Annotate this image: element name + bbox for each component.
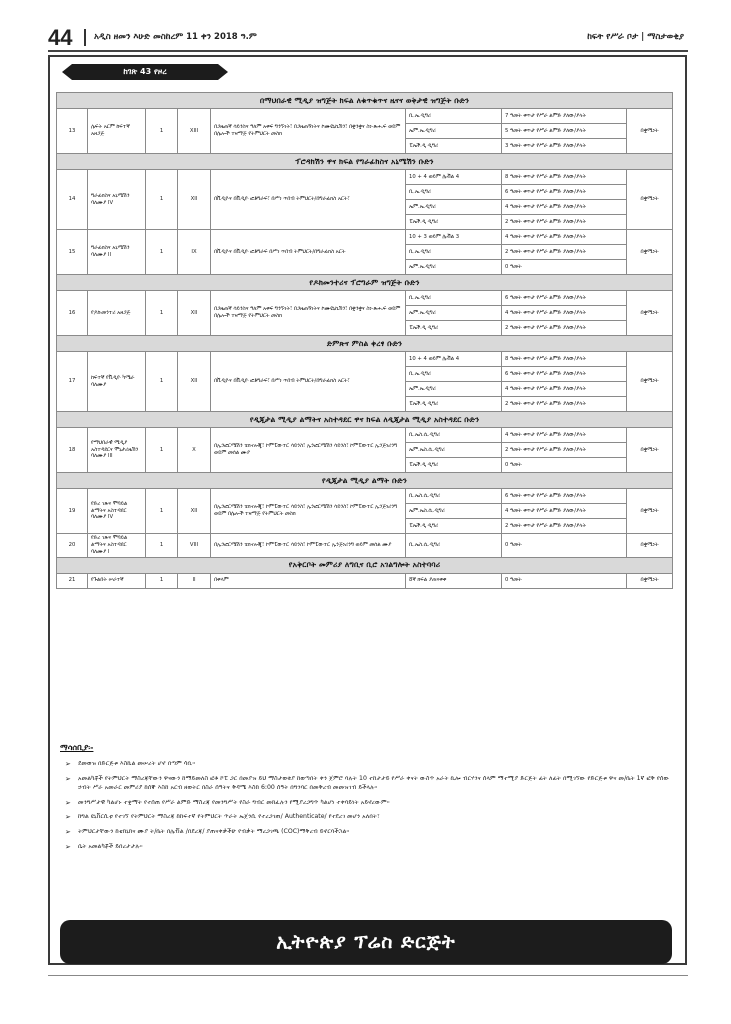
qualification: በኢንፎርሜሽን ቴክኖሎጂ፣ ኮምፒውተር ሳይንስ፣ ኮምፒውተር ኢንጅነሪንግ ወይም መሰል ሙያ — [211, 534, 406, 558]
job-row — [57, 428, 673, 443]
job-grade: XII — [178, 352, 211, 412]
experience-requirement: 6 ዓመት ቀጥታ የሥራ ልምድ ያለው/ያላት — [502, 367, 627, 382]
employment-type: በቋሚነት — [627, 352, 673, 412]
section-title: የዲጂታል ሚዲያ ልማትና አስተዳደር ዋና ክፍል ለዲጂታል ሚዲያ አስተዳደር ቡድን — [57, 412, 673, 428]
education-level: ኤም.ኤ.ዲግሪ — [406, 200, 502, 215]
education-level: ኤም.ኤስ.ሲ.ዲግሪ — [406, 443, 502, 458]
experience-requirement: 3 ዓመት ቀጥታ የሥራ ልምድ ያለው/ያላት — [502, 139, 627, 154]
notes-section — [60, 743, 680, 856]
job-number: 18 — [57, 428, 88, 473]
experience-requirement: 2 ዓመት ቀጥታ የሥራ ልምድ ያለው/ያላት — [502, 519, 627, 534]
arrow-bullet-icon: ➢ — [65, 828, 71, 837]
qualification: በቪዲዮና በቪዲዮ ፎቶግራፍ፣ በሥነ ጥበብ ትምህርት/በግራፊክስ አርት፣ — [211, 170, 406, 230]
employment-type: በቋሚነት — [627, 534, 673, 558]
experience-requirement: 0 ዓመት — [502, 458, 627, 473]
experience-requirement: 5 ዓመት ቀጥታ የሥራ ልምድ ያለው/ያላት — [502, 124, 627, 139]
experience-requirement: 2 ዓመት ቀጥታ የሥራ ልምድ ያለው/ያላት — [502, 321, 627, 336]
education-level: ቢ.ኤ.ዲግሪ — [406, 109, 502, 124]
experience-requirement: 2 ዓመት ቀጥታ የሥራ ልምድ ያለው/ያላት — [502, 245, 627, 260]
required-count: 1 — [146, 109, 178, 154]
section-header-row — [57, 336, 673, 352]
job-title: ሌፍት አርም ከፍተኛ አዘጋጅ — [88, 109, 146, 154]
note-text: ትምህርታቸውን ከቴክኒክና ሙያ ት/ቤት በሌቭል /በደረጃ/ ያጠናቀቃችሁ የብቃት ማረጋገጫ (COC)ማቅረብ ይኖርባችኋል። — [78, 828, 350, 836]
experience-requirement: 6 ዓመት ቀጥታ የሥራ ልምድ ያለው/ያላት — [502, 185, 627, 200]
job-number: 19 — [57, 489, 88, 534]
required-count: 1 — [146, 489, 178, 534]
experience-requirement: 0 ዓመት — [502, 260, 627, 275]
job-number: 15 — [57, 230, 88, 275]
section-title: ፕሮዳክሽን ዋና ክፍል የግራፊክስና አኒሜሽን ቡድን — [57, 154, 673, 170]
employment-type: በቋሚነት — [627, 291, 673, 336]
note-item — [60, 827, 680, 837]
experience-requirement: 2 ዓመት ቀጥታ የሥራ ልምድ ያለው/ያላት — [502, 443, 627, 458]
job-grade: IX — [178, 230, 211, 275]
continued-tag-label: ከገጽ 43 የዞረ — [123, 67, 167, 76]
qualification: በቀላም — [211, 573, 406, 588]
arrow-bullet-icon: ➢ — [65, 774, 71, 783]
required-count: 1 — [146, 573, 178, 588]
section-header-row — [57, 412, 673, 428]
job-title: የጉልበት ሠራተኛ — [88, 573, 146, 588]
section-header-row — [57, 473, 673, 489]
qualification: በቪዲዮና በቪዲዮ ፎቶግራፍ፣ በሥነ ጥበብ ትምህርት/በግራፊክስ አርት፣ — [211, 352, 406, 412]
experience-requirement: 6 ዓመት ቀጥታ የሥራ ልምድ ያለው/ያላት — [502, 291, 627, 306]
page-number: 44 — [48, 25, 73, 50]
experience-requirement: 4 ዓመት ቀጥታ የሥራ ልምድ ያለው/ያላት — [502, 200, 627, 215]
education-level: ቢ.ኤስ.ሲ.ዲግሪ — [406, 428, 502, 443]
section-header-row — [57, 93, 673, 109]
job-row — [57, 573, 673, 588]
education-level: ፒኤች.ዲ ዲግሪ — [406, 321, 502, 336]
job-grade: XII — [178, 489, 211, 534]
job-number: 16 — [57, 291, 88, 336]
job-row — [57, 291, 673, 306]
experience-requirement: 7 ዓመት ቀጥታ የሥራ ልምድ ያለው/ያላት — [502, 109, 627, 124]
arrow-bullet-icon: ➢ — [65, 760, 71, 768]
job-number: 14 — [57, 170, 88, 230]
job-number: 21 — [57, 573, 88, 588]
note-item — [60, 774, 680, 793]
job-title: ግራፊክስና አኒሜሽን ባለሙያ II — [88, 230, 146, 275]
job-grade: XII — [178, 291, 211, 336]
required-count: 1 — [146, 534, 178, 558]
required-count: 1 — [146, 291, 178, 336]
job-number: 20 — [57, 534, 88, 558]
education-level: ኤም.ኤ.ዲግሪ — [406, 382, 502, 397]
arrow-bullet-icon: ➢ — [65, 813, 71, 822]
job-row — [57, 230, 673, 245]
experience-requirement: 4 ዓመት ቀጥታ የሥራ ልምድ ያለው/ያላት — [502, 306, 627, 321]
employment-type: በቋሚነት — [627, 428, 673, 473]
section-title: ድምጽና ምስል ቀረፃ ቡድን — [57, 336, 673, 352]
notes-title: ማሳሰቢያ፡- — [60, 743, 94, 752]
note-item — [60, 842, 680, 852]
continued-from-tag — [62, 64, 228, 80]
job-row — [57, 534, 673, 558]
employment-type: በቋሚነት — [627, 489, 673, 534]
job-number: 17 — [57, 352, 88, 412]
header-divider — [84, 29, 86, 46]
education-level: ኤም.ኤ.ዲግሪ — [406, 124, 502, 139]
experience-requirement: 8 ዓመት ቀጥታ የሥራ ልምድ ያለው/ያላት — [502, 352, 627, 367]
organization-name: ኢትዮጵያ ፕሬስ ድርጅት — [276, 931, 456, 953]
education-level: 10 + 4 ወይም ሌቭል 4 — [406, 352, 502, 367]
education-level: ፒኤች.ዲ ዲግሪ — [406, 139, 502, 154]
education-level: 10 + 4 ወይም ሌቭል 4 — [406, 170, 502, 185]
job-title: ከፍተኛ የቪዲዮ ካሜራ ባለሙያ — [88, 352, 146, 412]
section-title: የዲጂታል ሚዲያ ልማት ቡድን — [57, 473, 673, 489]
education-level: ፒኤች.ዲ ዲግሪ — [406, 397, 502, 412]
section-title: የአቅርቦት መምሪያ ለግቢና ቢሮ አገልግሎት አስተባባሪ — [57, 557, 673, 573]
vacancy-table — [56, 92, 673, 589]
employment-type: በቋሚነት — [627, 230, 673, 275]
page-header — [48, 26, 688, 52]
job-row — [57, 489, 673, 504]
job-row — [57, 109, 673, 124]
required-count: 1 — [146, 230, 178, 275]
note-text: ከግል ዩኒቨርሲቲ የተገኘ የትምህርት ማስረጃ ከከፍተኛ የትምህርት ጥራት ኤጀንሲ የተረጋገጠ/ Authenticate/ የተደረገ መሆን አለበት፣ — [78, 813, 380, 821]
note-item — [60, 798, 680, 808]
experience-requirement: 0 ዓመት — [502, 534, 627, 558]
experience-requirement: 4 ዓመት ቀጥታ የሥራ ልምድ ያለው/ያላት — [502, 230, 627, 245]
section-header-row — [57, 154, 673, 170]
note-text: ሴት አመልካቾች ይበረታታሉ። — [78, 842, 143, 850]
notes-list — [60, 759, 680, 851]
qualification: በጋዜጠኛ ሳይንስና ዓለም አቀፍ ግንኙነት፣ በጋዜጠኝነትና ኮሙዩኒኬሽን፣ በቋንቋና ስነ-ጽሑፍ ወይም በሌሎች ተዛማጅ የትምህርት መስክ — [211, 291, 406, 336]
section-title: በማህበራዊ ሚዲያ ዝግጅት ክፍል ለቁጥቁጥና ዜናና ወቅታዊ ዝግጅት ቡድን — [57, 93, 673, 109]
section-title: የዶክመንተሪና ፕሮግራም ዝግጅት ቡድን — [57, 275, 673, 291]
job-grade: II — [178, 573, 211, 588]
experience-requirement: 2 ዓመት ቀጥታ የሥራ ልምድ ያለው/ያላት — [502, 215, 627, 230]
education-level: ቢ.ኤስ.ሲ.ዲግሪ — [406, 489, 502, 504]
job-row — [57, 352, 673, 367]
footer-banner — [60, 920, 672, 964]
arrow-bullet-icon: ➢ — [65, 798, 71, 807]
education-level: ኤም.ኤ.ዲግሪ — [406, 306, 502, 321]
experience-requirement: 6 ዓመት ቀጥታ የሥራ ልምድ ያለው/ያላት — [502, 489, 627, 504]
experience-requirement: 4 ዓመት ቀጥታ የሥራ ልምድ ያለው/ያላት — [502, 382, 627, 397]
job-grade: X — [178, 428, 211, 473]
note-item — [60, 812, 680, 822]
education-level: 10 + 3 ወይም ሌቭል 3 — [406, 230, 502, 245]
qualification: በጋዜጠኛ ሳይንስና ዓለም አቀፍ ግንኙነት፣ በጋዜጠኝነትና ኮሙዩኒኬሽን፣ በቋንቋና ስነ-ጽሑፍ ወይም በሌሎች ተዛማጅ የትምህርት መስክ — [211, 109, 406, 154]
note-text: ደመወዝ በድርጅቱ እስኬል መሠረት ሆኖ በጣም ሳቢ። — [78, 760, 196, 767]
job-number: 13 — [57, 109, 88, 154]
note-item — [60, 759, 680, 769]
job-grade: XII — [178, 170, 211, 230]
job-title: ግራፊክስና አኒሜሽን ባለሙያ IV — [88, 170, 146, 230]
qualification: በኢንፎርሜሽን ቴክኖሎጂ፣ ኮምፒውተር ሳይንስ፣ ኢንፎርሜሽን ሳይንስ፣ ኮምፒውተር ኢንጅነሪንግ ወይም በሌሎች ተዛማጅ የትምህርት መስክ — [211, 489, 406, 534]
employment-type: በቋሚነት — [627, 170, 673, 230]
education-level: ቢ.ኤ.ዲግሪ — [406, 367, 502, 382]
education-level: ቢ.ኤ.ዲግሪ — [406, 245, 502, 260]
experience-requirement: 4 ዓመት ቀጥታ የሥራ ልምድ ያለው/ያላት — [502, 428, 627, 443]
education-level: ኤም.ኤ.ዲግሪ — [406, 260, 502, 275]
required-count: 1 — [146, 170, 178, 230]
education-level: ኤም.ኤስ.ሲ.ዲግሪ — [406, 504, 502, 519]
education-level: ቢ.ኤ.ዲግሪ — [406, 291, 502, 306]
section-header-row — [57, 275, 673, 291]
qualification: በቪዲዮና በቪዲዮ ፎቶግራፍ በሥነ ጥበብ ትምህርት/በግራፊክስ አርት — [211, 230, 406, 275]
job-title: የድረ ገጽና ሞባይል ልማትና አስተዳደር ባለሙያ IV — [88, 489, 146, 534]
employment-type: በቋሚነት — [627, 573, 673, 588]
required-count: 1 — [146, 428, 178, 473]
experience-requirement: 0 ዓመት — [502, 573, 627, 588]
job-grade: VIII — [178, 534, 211, 558]
note-text: አመልካቾች የትምህርት ማስረጃቸውን ዋናውን ከማይመለስ ፎቶ ኮፒ ጋር በመያዝ ይህ ማስታወቂያ ከወጣበት ቀን ጀምሮ ባሉት 10 ተከታታይ የሥራ ቀናት ውስጥ አራት ኪሎ ብርሃንና ሰላም ማተሚያ ድርጅት ፊት ለፊት በሚገኘው የድርጅቱ ዋና መ/ቤት 1ኛ ፎቅ የሰው ኃብት ሥራ አመራር መምሪያ ከሰኞ እስከ አርብ ዘወትር በስራ ሰዓትና ቅዳሜ እስከ 6:00 ሰዓት በግንባር በመቅረብ መመዝገብ ይችላሉ። — [78, 774, 670, 792]
qualification: በኢንፎርሜሽን ቴክኖሎጂ፣ ኮምፒውተር ሳይንስ፣ ኢንፎርሜሽን ሳይንስ፣ ኮምፒውተር ኢንጅነሪንግ ወይም መሰል ሙያ — [211, 428, 406, 473]
job-title: የማህበራዊ ሚዲያ አስተዳደርና ሞኒታሪዜሽን ባለሙያ III — [88, 428, 146, 473]
job-grade: XIII — [178, 109, 211, 154]
education-level: ፒኤች.ዲ ዲግሪ — [406, 458, 502, 473]
arrow-bullet-icon: ➢ — [65, 842, 71, 851]
education-level: 8ኛ ክፍል ያጠናቀቀ — [406, 573, 502, 588]
publication-line: አዲስ ዘመን እሁድ መስከረም 11 ቀን 2018 ዓ.ም — [94, 32, 257, 42]
job-row — [57, 170, 673, 185]
education-level: ቢ.ኤ.ዲግሪ — [406, 185, 502, 200]
job-title: የዶኩመንተሪ አዘጋጅ — [88, 291, 146, 336]
education-level: ፒኤች.ዲ ዲግሪ — [406, 215, 502, 230]
experience-requirement: 2 ዓመት ቀጥታ የሥራ ልምድ ያለው/ያላት — [502, 397, 627, 412]
education-level: ቢ.ኤስ.ሲ.ዲግሪ — [406, 534, 502, 558]
section-label: ከፍት የሥራ ቦታ | ማስታወቂያ — [587, 32, 684, 42]
required-count: 1 — [146, 352, 178, 412]
education-level: ፒኤች.ዲ ዲግሪ — [406, 519, 502, 534]
experience-requirement: 8 ዓመት ቀጥታ የሥራ ልምድ ያለው/ያላት — [502, 170, 627, 185]
job-title: የድረ ገጽና ሞባይል ልማትና አስተዳደር ባለሙያ I — [88, 534, 146, 558]
employment-type: በቋሚነት — [627, 109, 673, 154]
section-header-row — [57, 557, 673, 573]
note-text: መንግሥታዊ ካልሆኑ ተቋማት የተሰጠ የሥራ ልምድ ማስረጃ የመንግሥት የስራ ግብር መክፈሉን የሚያረጋግጥ ካልሆነ ተቀባይነት አይኖረውም። — [78, 798, 390, 806]
experience-requirement: 4 ዓመት ቀጥታ የሥራ ልምድ ያለው/ያላት — [502, 504, 627, 519]
bottom-rule — [48, 975, 688, 976]
